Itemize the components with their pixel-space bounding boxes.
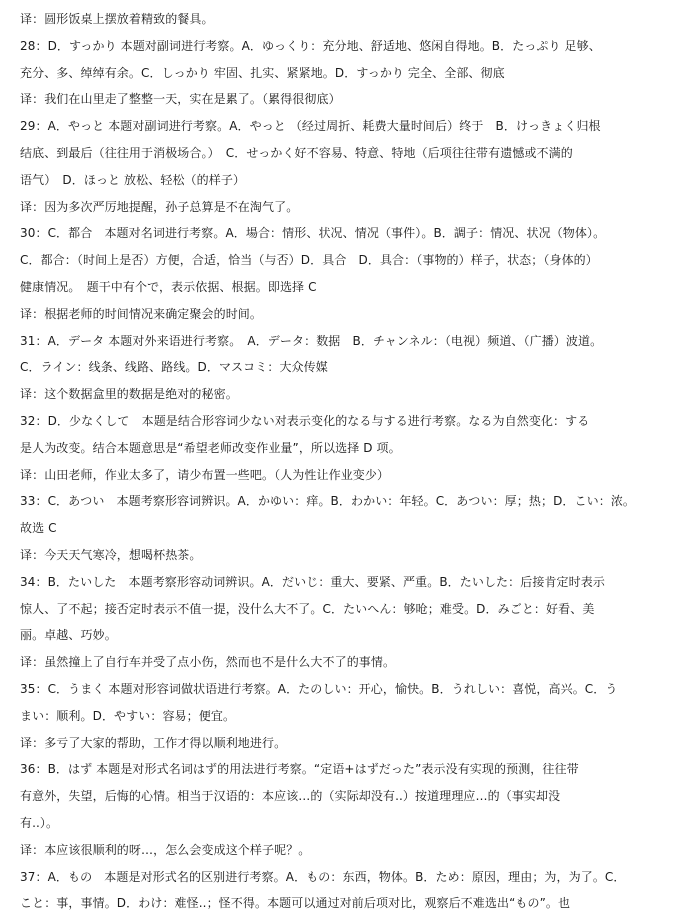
text-line: 有意外，失望，后悔的心情。相当于汉语的：本应该…的（实际却没有..）按道理理应…的（事实却没: [20, 789, 561, 804]
text-line: 译：根据老师的时间情况来确定聚会的时间。: [20, 306, 263, 321]
text-line: 健康情况。 题干中有个で，表示依据、根据。即选择 C: [20, 279, 317, 294]
text-line: まい：顺利。D．やすい：容易；便宜。: [20, 708, 236, 723]
text-line: 译：圆形饭桌上摆放着精致的餐具。: [20, 12, 214, 26]
text-line: 37：A．もの 本题是对形式名的区别进行考察。A．もの：东西，物体。B．ため：原因，理由；为，为了。C．: [20, 869, 626, 884]
text-line: 译：虽然撞上了自行车并受了点小伤，然而也不是什么大不了的事情。: [20, 655, 396, 670]
text-line: 译：我们在山里走了整整一天，实在是累了。（累得很彻底）: [20, 92, 341, 107]
text-line: 36：B．はず 本题是对形式名词はず的用法进行考察。“定语+はずだった”表示没有实现的预测，往往带: [20, 762, 579, 777]
text-line: 译：今天天气寒冷，想喝杯热茶。: [20, 547, 202, 562]
text-line: C．都合：（时间上是否）方便，合适，恰当（与否）D．具合 D．具合：（事物的）样子，状态；（身体的）: [20, 253, 598, 268]
text-line: 34：B．たいした 本题考察形容动词辨识。A．だいじ：重大、要紧、严重。B．たいした：后接肯定时表示: [20, 574, 605, 589]
text-line: 译：山田老师，作业太多了，请少布置一些吧。（人为性让作业变少）: [20, 467, 390, 482]
text-line: こと：事，事情。D．わけ：难怪..；怪不得。本题可以通过对前后项对比，观察后不难选出“もの”。也: [20, 896, 571, 911]
text-line: 30：C．都合 本题对名词进行考察。A．場合：情形、状况、情况（事件）。B．調子：情况、状况（物体）。: [20, 226, 606, 241]
text-line: 故选 C: [20, 521, 57, 536]
text-line: 语气） D．ほっと 放松、轻松（的样子）: [20, 172, 246, 187]
text-line: C．ライン：线条、线路、路线。D．マスコミ：大众传媒: [20, 360, 328, 375]
answer-document: [20, 6, 668, 917]
text-line: 译：多亏了大家的帮助，工作才得以顺利地进行。: [20, 735, 287, 750]
text-line: 丽。卓越、巧妙。: [20, 628, 117, 643]
text-line: 是人为改变。结合本题意思是“希望老师改变作业量”，所以选择 D 项。: [20, 440, 401, 455]
text-line: 译：本应该很顺利的呀…，怎么会变成这个样子呢？。: [20, 842, 311, 857]
text-line: 结底、到最后（往往用于消极场合。） C．せっかく好不容易、特意、特地（后项往往带有遗憾或不满的: [20, 145, 573, 160]
text-line: 惊人、了不起；接否定时表示不值一提，没什么大不了。C．たいへん：够呛；难受。D．みごと：好看、美: [20, 601, 595, 616]
text-line: 译：因为多次严厉地提醒，孙子总算是不在淘气了。: [20, 199, 299, 214]
text-line: 充分、多、绰绰有余。C．しっかり 牢固、扎实、紧紧地。D．すっかり 完全、全部、彻底: [20, 65, 505, 80]
text-line: 31：A．データ 本题对外来语进行考察。 A．データ：数据 B．チャンネル：（电视）频道、（广播）波道。: [20, 333, 603, 348]
text-line: 35：C．うまく 本题对形容词做状语进行考察。A．たのしい：开心，愉快。B．うれしい：喜悦，高兴。C．う: [20, 681, 618, 696]
text-line: 28：D．すっかり 本题对副词进行考察。A．ゆっくり：充分地、舒适地、悠闲自得地。B．たっぷり 足够、: [20, 38, 601, 53]
text-line: 33：C．あつい 本题考察形容词辨识。A．かゆい：痒。B．わかい：年轻。C．あつい：厚；热；D．こい：浓。: [20, 494, 636, 509]
text-line: 29：A．やっと 本题对副词进行考察。A．やっと （经过周折、耗费大量时间后）终于 B．けっきょく归根: [20, 119, 601, 134]
text-line: 译：这个数据盒里的数据是绝对的秘密。: [20, 387, 238, 402]
text-line: 32：D．少なくして 本题是结合形容词少ない对表示变化的なる与する进行考察。なる为自然变化：する: [20, 413, 590, 428]
text-line: 有..）。: [20, 815, 59, 830]
